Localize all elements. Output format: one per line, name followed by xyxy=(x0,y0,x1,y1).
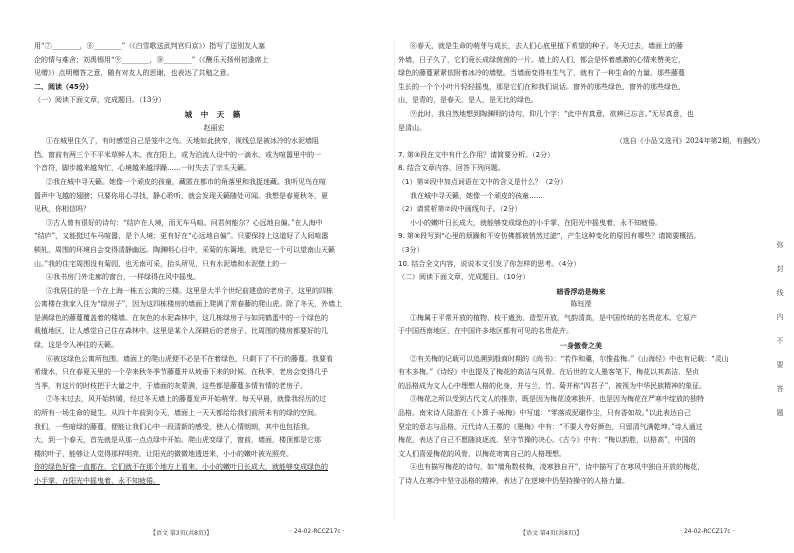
article-author: 赵丽宏 xyxy=(203,123,225,132)
left-line-2: 企的情与难舍；刘禹锡用“⑨________，⑩________”（《酬乐天扬州初逢席上 xyxy=(34,55,269,64)
paragraph-line: 绿色的藤蔓紧紧依附着冰冷的墙壁。当墙面变得有生气了，就有了一种生命的力量。那些藤蔓 xyxy=(398,69,685,78)
paragraph-line: 公寓楼在我家入住为“绿房子”，因为这四栋楼房的墙面上爬满了常春藤的爬山虎。除了冬天，外墙上 xyxy=(34,300,343,309)
paragraph-line: 的品格成为文人心中理想人格的化身，并与兰、竹、菊并称“四君子”，被视为中华民族精神的象征。 xyxy=(398,381,707,390)
paragraph-line: ④我书房门外走廊的窗台，一样绿得在风中摇曳。 xyxy=(46,273,200,282)
question-10: 10. 结合全文内容，说说本文引发了你怎样的思考。（4分） xyxy=(398,259,581,268)
underlined-sentence: 小手掌，在阳光中摇曳着，永不知疲倦。 xyxy=(34,477,160,485)
paragraph-line: 文人们喜爱梅花的风骨，以梅花寄寓自己的人格理想。 xyxy=(398,449,566,458)
underlined-sentence: 你的绿色好像一直都在，它们就不在那个地方上看来，小小的嫩叶日长成大，就能够变成绿色的 xyxy=(34,463,328,472)
paragraph-line: 坚定的意志与品格。元代诗人王冕的《墨梅》中有：“不要人夸好颜色，只留清气满乾坤。”诗人通过 xyxy=(398,422,703,431)
paragraph-line: ③梅花之所以受到古代文人的推崇，既是因为梅花凌寒独开，也是因为梅花在严寒中绽放的独特 xyxy=(410,395,704,404)
footer-right-code: · 24-02-RCCZ17c · xyxy=(680,528,735,535)
paragraph-line: ⑧春天，就是生命的萌芽与成长，去人们心底里植下希望的种子。冬天过去，墙面上的藤 xyxy=(410,42,683,50)
paragraph-line: 是清山。 xyxy=(398,123,426,132)
section-heading: 二、阅读（45分） xyxy=(34,82,93,91)
paragraph-line: 我们，一些暗绿的藤蔓，便能让我们心中一段清新的感受，使人心情朗朗，其中也包括我。 xyxy=(34,422,314,431)
paragraph-line: ②我在城中寻天籁。她像一个顽皮的孩童，藏匿在都市的角落里和我捉迷藏。我听见鸟在喧 xyxy=(46,177,326,186)
column-divider xyxy=(394,40,395,520)
paragraph-line: 大，到一个春天，首先就是从那一点点绿中开始。爬山虎变绿了，窗前，墙面，楼顶都是它那 xyxy=(34,436,321,445)
footer-left-label: 【语文 第3页(共8页)】 xyxy=(150,530,213,537)
paragraph-line: 品格。南宋诗人陆游在《卜算子·咏梅》中写道：“零落成泥碾作尘，只有香如故。”以此表达自己 xyxy=(398,409,691,418)
paragraph-line: 栽植地区，让人感觉自己住在森林中。这里是某个人深耕后的老房子，比周围的楼房都要好的几 xyxy=(34,327,328,336)
seal-char: 线 xyxy=(776,289,784,297)
article-title: 城 中 天 籁 xyxy=(184,109,244,119)
paragraph-line: 梅花，表达了自己不愿随波逐流、坚守节操的决心。《古今》中有：“梅以韵胜，以格高”，中国的 xyxy=(398,436,696,445)
paragraph-line: 个音符，脚步越来越匆忙，心境越来越浮躁……一时失去了宗头天籁。 xyxy=(34,164,251,173)
paragraph-line: 楼的叶子，能够让人觉得那样明亮，让阳光的微微地透进来，小小的嫩叶被光照亮。 xyxy=(34,449,293,458)
paragraph-line: ⑤我居住的是一个在上海一栋五公寓的三楼。这里是大半个世纪前建造的老房子，这里的四栋 xyxy=(46,286,333,295)
paragraph-line: ②有关梅的记载可以追溯到殷商时期的《尚书》：“若作和羹，尔惟盐梅。”《山海经》中也有记载：“灵山 xyxy=(410,354,729,363)
paragraph-line: 绿，这是令人神往的天籁。 xyxy=(34,341,118,350)
paragraph-line: 是满绿色的藤蔓覆盖着的楼墙。在灰色的水泥森林中，这几栋绿房子与如同鹤蛋中的一个绿色的 xyxy=(34,313,328,322)
paragraph-line: 有木多梅。”《诗经》中也提及了梅花的高洁与风骨。在后世的文人墨客笔下，梅花以其高洁、坚贞 xyxy=(398,368,700,377)
seal-char: 不 xyxy=(776,337,784,345)
paragraph-line: ⑨此时，我自然地想到陶渊明的诗句，仰几个字：“此中有真意，欲辨已忘言。”无尽真意，也 xyxy=(410,109,694,118)
left-column xyxy=(34,40,394,489)
question-8-1: （1）第②段中加点词语在文中的含义是什么？（2分） xyxy=(398,177,568,186)
seal-char: 封 xyxy=(776,265,784,273)
subsection-heading-2: （二）阅读下面文章，完成题目。（10分） xyxy=(398,273,530,282)
question-9: 9. 第⑨段写到“心里的烦躁和不安仿佛都被悄然过滤”，产生这种变化的原因有哪些？请简要概括。 xyxy=(398,232,701,241)
paragraph-line: 见秋，你相信吗？ xyxy=(34,205,90,214)
footer-left-code: · 24-02-RCCZ17c · xyxy=(290,528,345,535)
question-8-2: （2）请赏析第⑦段中画线句子。（2分） xyxy=(398,205,522,214)
right-column xyxy=(398,40,764,489)
paragraph-line: 山。”我的住宅周围没有菊园，也无南可采，抬头所见，只有水泥墙和水泥壁上的一 xyxy=(34,259,287,268)
question-8: 8. 结合文章内容，回答下列问题。 xyxy=(398,164,505,173)
paragraph-line: 生长的一个个小叶片轻轻摇曳，那是它们在和我们说话。窗外的那些绿色，窗外的那些绿色， xyxy=(398,82,685,91)
left-line-3: 见赠》）点明赠答之意，随有对友人的思谢，也表达了共勉之意。 xyxy=(34,69,234,78)
footer-right-label: 【语文 第4页(共8页)】 xyxy=(520,530,583,537)
paragraph-line: ⑦冬末过去，风开始转暖，经过冬天墙上的藤蔓发声开始萌芽。每天早晨，就像我经历的过 xyxy=(46,395,326,404)
paragraph-line: 顿轧，周围的环境自会变得清静幽远。陶渊明心目中，采菊的东篱地，就是它一个可以望南山天籁 xyxy=(34,245,335,254)
paragraph-line: 嚣声中飞越的翅膀；只要你用心寻找，静心聆听，就会发现天籁随处可闻。我想是春夏秋冬，夏 xyxy=(34,191,328,200)
left-line-1: 用“⑦________，⑧________”（《白雪歌送武判官归京》）指写了送别友人塞 xyxy=(34,42,266,50)
subsection-heading: （一）阅读下面文章，完成题目。（13分） xyxy=(34,96,166,105)
paragraph-line: 挡。窗前有两三个不平米草鲜人木。夜在阳上，或为泊流人设中的一滴水，或为喧嚣里中的一 xyxy=(34,150,321,159)
seal-char: 弥 xyxy=(776,241,784,249)
section-subtitle: 一身傲骨之美 xyxy=(560,341,602,351)
article-author-2: 陈钰滢 xyxy=(570,300,592,309)
quoted-sentence: 小小的嫩叶日长成大，就能够变成绿色的小手掌，在阳光中摇曳着，永不知疲倦。 xyxy=(410,218,662,227)
question-7: 7. 第③段在文中有什么作用？请简要分析。（2分） xyxy=(398,150,555,159)
seal-line-strip xyxy=(774,240,786,432)
paragraph-line: ①在城里住久了，有时感觉自己是笼中之鸟。天地如此狭窄，视线总是被冰冷的水泥墙阻 xyxy=(46,137,319,146)
paragraph-line: “结庐”，又能挺过车马喧嚣，是个人境；更有好在“心远地自偏”。只要保持上这道好了人间喧嚣 xyxy=(34,232,329,241)
question-9-score: （3分） xyxy=(398,245,424,254)
paragraph-line: 外墙，日子久了，它们竟长成绿茵茵的一片。墙上的人们，都会是怀着感激的心情来赞美它， xyxy=(398,55,685,64)
seal-char: 答 xyxy=(776,385,784,393)
paragraph-line: ③古人曾有很好的诗句：“结庐在人境，而无车马喧。问君何能尔？心远地自偏。”在人海中 xyxy=(46,218,323,227)
paragraph-line: 了诗人在寒冷中坚守品格的精神，表达了在逆境中仍坚持操守的人格力量。 xyxy=(398,477,629,485)
paragraph-line: ①梅属于平常开放的植物，枝干遒劲，造型开放，气韵清高，是中国传统的名贵花木。它原产 xyxy=(410,313,697,322)
seal-char: 题 xyxy=(776,409,784,417)
paragraph-line: 当季，有这片的时枝把于大量之中，于墙面的灰蒙满，这些都是藤蔓多情有情的老房子。 xyxy=(34,381,307,390)
paragraph-line: 希缘水，只在春夏天里的一个孕来秋冬季节藤蔓并从坡垂下来的时候。在秋季，老房会变得几乎 xyxy=(34,368,328,377)
paragraph-line: 于中国西南地区，在中国许多地区都有可见的名贵花卉。 xyxy=(398,327,573,336)
seal-char: 内 xyxy=(776,313,784,321)
paragraph-line: ⑥被这绿色公寓所包围，墙面上的爬山虎便不必是不在着绿色，只剩下了不行的藤蔓。我要看 xyxy=(46,354,333,363)
article-title-2: 暗香浮动是梅来 xyxy=(556,286,606,296)
source-citation: （选自《小品文选刊》2024年第2期，有删改） xyxy=(615,137,764,146)
paragraph-line: 山，是青的，是春天，是人，是无比的绿色。 xyxy=(398,96,538,105)
paragraph-line: ④也有描写梅花的诗句，如“墙角数枝梅，凌寒独自开”，诗中描写了在寒风中独自开放的梅花， xyxy=(410,463,705,472)
paragraph-line: 的所有一场生命的诞生。从四十年前到今天，墙面上一天天都给给我们前所未有的绿的空间。 xyxy=(34,409,321,418)
seal-char: 要 xyxy=(776,361,784,369)
quoted-sentence: 我在城中寻天籁，她像一个顽皮的孩童…… xyxy=(410,191,543,200)
